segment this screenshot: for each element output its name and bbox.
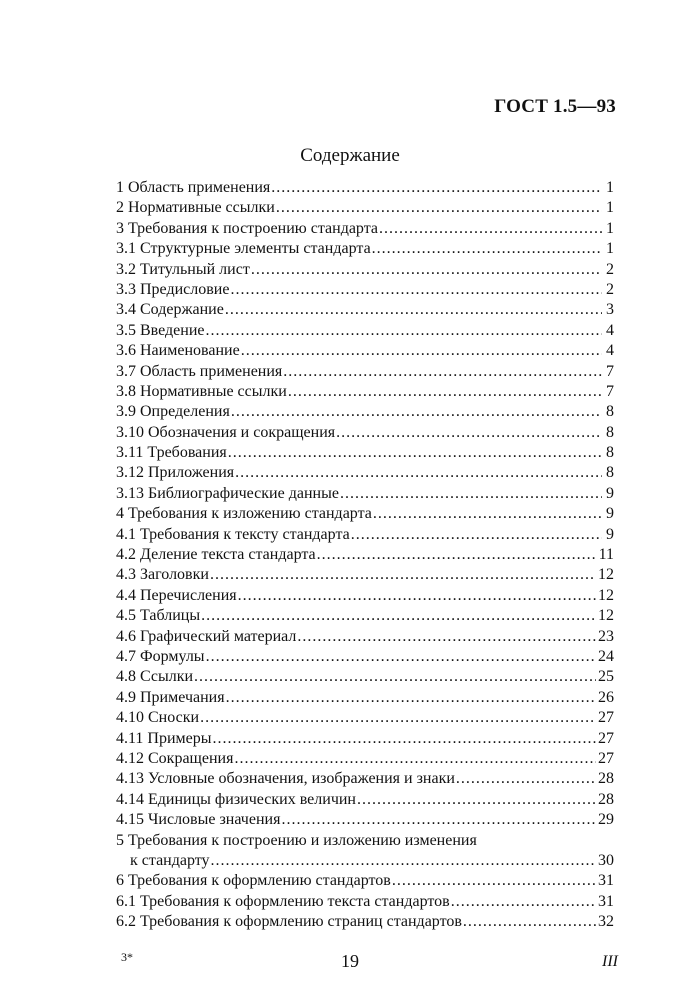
toc-entry[interactable] <box>116 729 614 749</box>
toc-entry[interactable] <box>116 321 614 341</box>
toc-entry-page: 12 <box>598 566 614 584</box>
toc-entry-page: 9 <box>606 505 614 523</box>
toc-entry-label: 4.5 Таблицы <box>116 607 201 625</box>
toc-entry-label: 3.5 Введение <box>116 321 205 339</box>
toc-entry-page: 27 <box>598 709 614 727</box>
toc-entry[interactable] <box>116 300 614 320</box>
toc-entry[interactable] <box>116 892 614 912</box>
toc-entry[interactable] <box>116 647 614 667</box>
toc-entry-page: 2 <box>606 280 614 298</box>
toc-entry[interactable] <box>116 362 614 382</box>
toc-entry-page: 3 <box>606 301 614 319</box>
document-code: ГОСТ 1.5—93 <box>494 96 616 117</box>
toc-leader-dots <box>463 912 596 932</box>
toc-entry-label: 3.8 Нормативные ссылки <box>116 382 287 400</box>
toc-entry-page: 27 <box>598 729 614 747</box>
page-number: 19 <box>341 951 359 971</box>
toc-entry-label: 5 Требования к построению и изложению изменения <box>116 831 477 849</box>
toc-entry-label: 3.7 Область применения <box>116 362 283 380</box>
toc-entry[interactable] <box>116 341 614 361</box>
toc-entry-label: 3.3 Предисловие <box>116 280 230 298</box>
toc-entry[interactable] <box>116 708 614 728</box>
toc-entry[interactable] <box>116 790 614 810</box>
toc-leader-dots <box>211 851 596 871</box>
toc-leader-dots <box>379 219 602 239</box>
toc-entry-page: 31 <box>598 872 614 890</box>
toc-entry-label: 6.2 Требования к оформлению страниц стандартов <box>116 913 462 931</box>
toc-leader-dots <box>234 749 596 769</box>
toc-entry-label: к стандарту <box>130 851 210 869</box>
toc-entry[interactable] <box>116 178 614 198</box>
toc-leader-dots <box>238 586 596 606</box>
toc-entry-label: 4.7 Формулы <box>116 647 205 665</box>
toc-entry-label: 3 Требования к построению стандарта <box>116 219 379 237</box>
toc-entry-label: 4 Требования к изложению стандарта <box>116 505 372 523</box>
toc-leader-dots <box>281 810 596 830</box>
toc-entry-page: 7 <box>606 382 614 400</box>
toc-entry-label: 4.12 Сокращения <box>116 749 234 767</box>
toc-leader-dots <box>251 260 602 280</box>
toc-leader-dots <box>392 871 596 891</box>
toc-entry-label: 2 Нормативные ссылки <box>116 199 275 217</box>
toc-entry-page: 7 <box>606 362 614 380</box>
toc-leader-dots <box>226 688 596 708</box>
toc-entry-page: 8 <box>606 423 614 441</box>
toc-leader-dots <box>271 178 602 198</box>
toc-entry-page: 28 <box>598 770 614 788</box>
toc-entry[interactable] <box>116 443 614 463</box>
toc-entry[interactable] <box>116 810 614 830</box>
toc-entry-label: 3.2 Титульный лист <box>116 260 250 278</box>
toc-leader-dots <box>206 647 596 667</box>
toc-entry[interactable] <box>116 545 614 565</box>
signature-mark: 3* <box>121 950 133 964</box>
toc-entry[interactable] <box>116 586 614 606</box>
toc-title: Содержание <box>300 145 400 166</box>
toc-leader-dots <box>210 565 596 585</box>
toc-entry[interactable] <box>116 525 614 545</box>
toc-entry-label: 4.8 Ссылки <box>116 668 194 686</box>
toc-entry-page: 23 <box>598 627 614 645</box>
toc-entry[interactable] <box>116 565 614 585</box>
toc-entry-label: 4.3 Заголовки <box>116 566 209 584</box>
toc-entry-label: 1 Область применения <box>116 179 271 196</box>
toc-entry-label: 6.1 Требования к оформлению текста стандартов <box>116 892 450 910</box>
toc-entry-page: 1 <box>606 199 614 217</box>
toc-leader-dots <box>283 362 602 382</box>
toc-leader-dots <box>235 463 602 483</box>
toc-entry-label: 4.1 Требования к тексту стандарта <box>116 525 350 543</box>
toc-entry-label: 3.11 Требования <box>116 444 227 462</box>
toc-entry-page: 12 <box>598 607 614 625</box>
toc-entry[interactable] <box>116 423 614 443</box>
toc-entry-page: 29 <box>598 811 614 829</box>
toc-entry[interactable] <box>116 198 614 218</box>
toc-leader-dots <box>228 443 602 463</box>
toc-leader-dots <box>194 667 596 687</box>
toc-entry-page: 24 <box>598 647 614 665</box>
toc-entry-page: 28 <box>598 790 614 808</box>
toc-entry-continuation[interactable] <box>116 851 614 871</box>
toc-entry-label: 6 Требования к оформлению стандартов <box>116 872 391 890</box>
toc-entry[interactable] <box>116 871 614 891</box>
toc-entry[interactable] <box>116 260 614 280</box>
toc-entry-page: 31 <box>598 892 614 910</box>
toc-entry-page: 1 <box>606 219 614 237</box>
toc-entry[interactable] <box>116 688 614 708</box>
toc-entry-page: 30 <box>598 851 614 869</box>
table-of-contents <box>116 178 614 932</box>
toc-leader-dots <box>351 525 602 545</box>
toc-leader-dots <box>241 341 602 361</box>
toc-entry[interactable] <box>116 606 614 626</box>
toc-leader-dots <box>336 423 602 443</box>
toc-entry[interactable] <box>116 769 614 789</box>
toc-entry[interactable] <box>116 463 614 483</box>
toc-leader-dots <box>357 790 596 810</box>
toc-entry-label: 3.4 Содержание <box>116 301 224 319</box>
toc-entry-page: 8 <box>606 403 614 421</box>
toc-leader-dots <box>225 300 602 320</box>
toc-entry-label: 3.12 Приложения <box>116 464 235 482</box>
toc-entry-label: 4.6 Графический материал <box>116 627 297 645</box>
toc-leader-dots <box>201 606 596 626</box>
toc-entry-label: 3.10 Обозначения и сокращения <box>116 423 336 441</box>
toc-entry-page: 1 <box>606 240 614 258</box>
toc-entry-label: 3.1 Структурные элементы стандарта <box>116 240 371 258</box>
toc-entry-label: 4.14 Единицы физических величин <box>116 790 356 808</box>
toc-entry[interactable] <box>116 831 614 851</box>
toc-entry[interactable] <box>116 402 614 422</box>
toc-entry[interactable] <box>116 504 614 524</box>
toc-entry[interactable] <box>116 239 614 259</box>
toc-entry-label: 4.11 Примеры <box>116 729 212 747</box>
toc-entry-label: 4.4 Перечисления <box>116 586 237 604</box>
toc-entry-label: 3.9 Определения <box>116 403 230 421</box>
toc-leader-dots <box>373 504 602 524</box>
toc-leader-dots <box>451 892 596 912</box>
toc-entry-page: 26 <box>598 688 614 706</box>
toc-entry[interactable] <box>116 280 614 300</box>
toc-entry-page: 25 <box>598 668 614 686</box>
toc-entry[interactable] <box>116 749 614 769</box>
toc-entry-label: 3.6 Наименование <box>116 342 240 360</box>
toc-leader-dots <box>317 545 597 565</box>
toc-leader-dots <box>340 484 602 504</box>
toc-entry-page: 4 <box>606 321 614 339</box>
toc-entry-page: 27 <box>598 749 614 767</box>
toc-entry-label: 4.13 Условные обозначения, изображения и знаки <box>116 770 455 788</box>
toc-leader-dots <box>372 239 602 259</box>
toc-entry[interactable] <box>116 219 614 239</box>
toc-entry-page: 4 <box>606 342 614 360</box>
roman-page-number: III <box>602 953 618 970</box>
toc-leader-dots <box>288 382 602 402</box>
toc-entry-page: 32 <box>598 913 614 931</box>
toc-entry-label: 4.9 Примечания <box>116 688 225 706</box>
toc-entry-page: 9 <box>606 484 614 502</box>
toc-entry[interactable] <box>116 627 614 647</box>
toc-leader-dots <box>456 769 596 789</box>
toc-leader-dots <box>206 321 603 341</box>
toc-entry[interactable] <box>116 912 614 932</box>
toc-leader-dots <box>231 402 602 422</box>
toc-leader-dots <box>213 729 597 749</box>
toc-entry-label: 4.2 Деление текста стандарта <box>116 546 316 564</box>
toc-leader-dots <box>297 627 596 647</box>
toc-leader-dots <box>276 198 602 218</box>
toc-leader-dots <box>200 708 596 728</box>
toc-entry-page: 9 <box>606 525 614 543</box>
toc-entry-label: 4.15 Числовые значения <box>116 811 281 829</box>
toc-entry[interactable] <box>116 484 614 504</box>
toc-entry-page: 8 <box>606 464 614 482</box>
toc-entry-page: 12 <box>598 586 614 604</box>
toc-entry-page: 1 <box>606 179 614 196</box>
toc-entry-page: 8 <box>606 444 614 462</box>
toc-entry[interactable] <box>116 382 614 402</box>
toc-entry[interactable] <box>116 667 614 687</box>
toc-entry-page: 11 <box>598 546 614 564</box>
toc-entry-label: 3.13 Библиографические данные <box>116 484 339 502</box>
toc-entry-label: 4.10 Сноски <box>116 709 200 727</box>
toc-leader-dots <box>230 280 602 300</box>
toc-entry-page: 2 <box>606 260 614 278</box>
